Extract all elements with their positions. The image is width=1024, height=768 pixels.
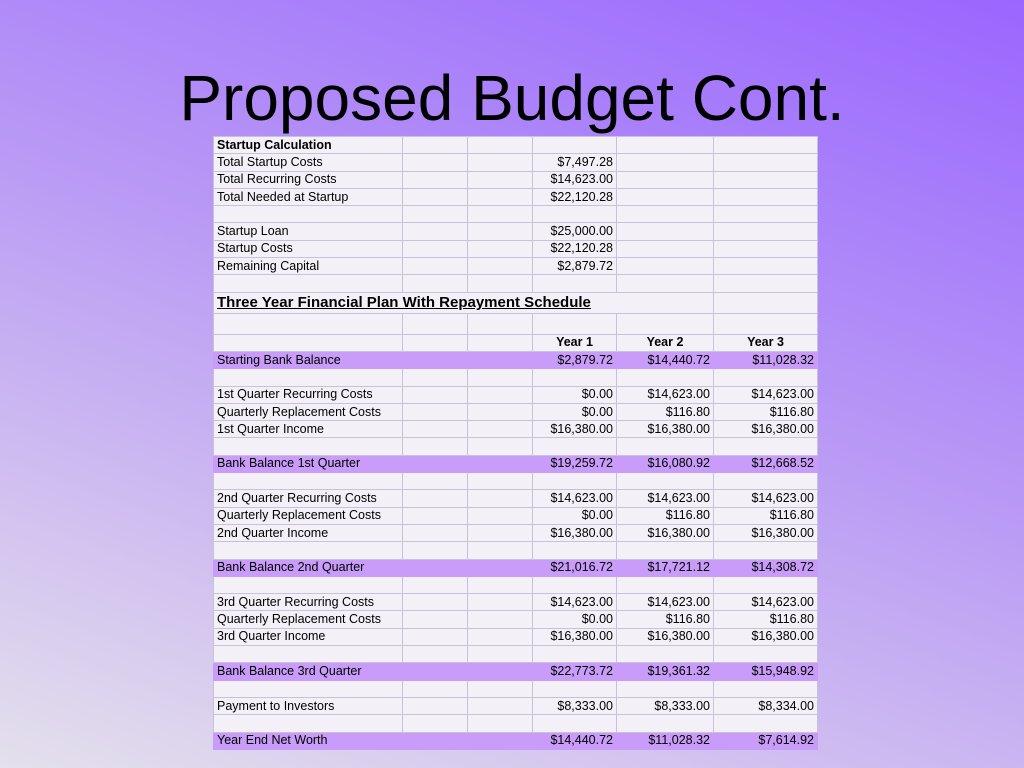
startup-row	[214, 171, 818, 188]
highlight-row	[214, 455, 818, 472]
cell	[714, 206, 818, 223]
row-label: Quarterly Replacement Costs	[214, 507, 403, 524]
cell	[468, 524, 533, 541]
cell	[617, 154, 714, 171]
table-row	[214, 611, 818, 628]
row-value: $16,080.92	[617, 455, 714, 472]
startup-row	[214, 240, 818, 257]
row-value: $7,614.92	[714, 732, 818, 749]
row-value	[617, 369, 714, 386]
row-value: $14,623.00	[714, 386, 818, 403]
row-value: $116.80	[617, 403, 714, 420]
row-value	[617, 473, 714, 490]
row-value	[617, 680, 714, 697]
table-row	[214, 628, 818, 645]
cell	[468, 206, 533, 223]
spreadsheet-body	[214, 137, 818, 750]
plan-title-row	[214, 292, 818, 313]
cell	[714, 137, 818, 154]
row-value: $16,380.00	[714, 628, 818, 645]
cell	[714, 240, 818, 257]
row-value: $14,440.72	[617, 351, 714, 368]
row-value: $19,361.32	[617, 663, 714, 680]
cell	[468, 559, 533, 576]
cell	[403, 576, 468, 593]
cell	[403, 524, 468, 541]
row-value	[714, 680, 818, 697]
cell	[617, 171, 714, 188]
cell	[468, 223, 533, 240]
cell	[468, 576, 533, 593]
cell	[468, 438, 533, 455]
row-value: $14,623.00	[714, 594, 818, 611]
cell	[403, 473, 468, 490]
table-row	[214, 524, 818, 541]
table-row	[214, 697, 818, 714]
row-value: $16,380.00	[617, 524, 714, 541]
row-value	[533, 206, 617, 223]
row-label	[214, 206, 403, 223]
cell	[214, 334, 403, 351]
row-value: $14,623.00	[714, 490, 818, 507]
table-row	[214, 403, 818, 420]
cell	[403, 223, 468, 240]
cell	[403, 611, 468, 628]
row-label	[214, 576, 403, 593]
cell	[468, 490, 533, 507]
table-row	[214, 594, 818, 611]
cell	[403, 240, 468, 257]
row-label: Starting Bank Balance	[214, 351, 403, 368]
row-value: $8,333.00	[533, 697, 617, 714]
row-value	[714, 542, 818, 559]
startup-header-row	[214, 137, 818, 154]
cell	[468, 275, 533, 292]
row-label: Startup Costs	[214, 240, 403, 257]
year-header: Year 2	[617, 334, 714, 351]
cell	[617, 223, 714, 240]
row-label: Quarterly Replacement Costs	[214, 403, 403, 420]
row-value	[714, 576, 818, 593]
row-value	[714, 646, 818, 663]
row-value	[533, 438, 617, 455]
row-value	[533, 542, 617, 559]
table-row	[214, 646, 818, 663]
row-value: $16,380.00	[714, 421, 818, 438]
row-value: $22,773.72	[533, 663, 617, 680]
cell	[714, 171, 818, 188]
row-value	[617, 576, 714, 593]
cell	[403, 351, 468, 368]
row-value	[714, 715, 818, 732]
cell	[403, 646, 468, 663]
row-value: $0.00	[533, 611, 617, 628]
cell	[468, 542, 533, 559]
table-row	[214, 576, 818, 593]
cell	[403, 507, 468, 524]
table-row	[214, 369, 818, 386]
row-value	[617, 542, 714, 559]
cell	[403, 403, 468, 420]
table-row	[214, 438, 818, 455]
cell	[403, 369, 468, 386]
table-row	[214, 680, 818, 697]
cell	[714, 154, 818, 171]
row-value: $0.00	[533, 403, 617, 420]
row-value: $16,380.00	[533, 628, 617, 645]
row-value: $116.80	[714, 611, 818, 628]
row-label	[214, 438, 403, 455]
year-header: Year 1	[533, 334, 617, 351]
cell	[403, 171, 468, 188]
table-row	[214, 542, 818, 559]
row-value: $14,623.00	[533, 490, 617, 507]
blank-row	[214, 275, 818, 292]
startup-row	[214, 258, 818, 275]
row-value: $116.80	[617, 611, 714, 628]
budget-spreadsheet	[213, 136, 818, 750]
row-label: 3rd Quarter Recurring Costs	[214, 594, 403, 611]
cell	[403, 559, 468, 576]
cell	[403, 732, 468, 749]
year-header-row	[214, 334, 818, 351]
row-value	[533, 646, 617, 663]
row-value: $2,879.72	[533, 351, 617, 368]
row-value: $0.00	[533, 386, 617, 403]
row-label: 1st Quarter Recurring Costs	[214, 386, 403, 403]
highlight-row	[214, 663, 818, 680]
cell	[468, 369, 533, 386]
plan-title: Three Year Financial Plan With Repayment Schedule	[214, 292, 714, 313]
row-label: Bank Balance 3rd Quarter	[214, 663, 403, 680]
row-value	[714, 473, 818, 490]
row-value: $116.80	[714, 507, 818, 524]
cell	[468, 240, 533, 257]
startup-row	[214, 154, 818, 171]
startup-header: Startup Calculation	[214, 137, 403, 154]
cell	[403, 715, 468, 732]
row-label: Total Needed at Startup	[214, 188, 403, 205]
row-value: $11,028.32	[617, 732, 714, 749]
row-value: $14,623.00	[533, 171, 617, 188]
row-label: 2nd Quarter Income	[214, 524, 403, 541]
cell	[468, 403, 533, 420]
row-label: 3rd Quarter Income	[214, 628, 403, 645]
table-row	[214, 490, 818, 507]
row-value	[533, 473, 617, 490]
row-value	[617, 646, 714, 663]
cell	[403, 455, 468, 472]
row-value: $0.00	[533, 507, 617, 524]
row-value: $2,879.72	[533, 258, 617, 275]
row-value: $12,668.52	[714, 455, 818, 472]
row-value: $16,380.00	[533, 421, 617, 438]
cell	[468, 611, 533, 628]
row-label	[214, 680, 403, 697]
cell	[403, 663, 468, 680]
cell	[468, 334, 533, 351]
cell	[403, 137, 468, 154]
row-value: $14,308.72	[714, 559, 818, 576]
cell	[468, 137, 533, 154]
table-row	[214, 421, 818, 438]
row-value: $16,380.00	[617, 628, 714, 645]
row-value: $14,623.00	[617, 490, 714, 507]
cell	[468, 628, 533, 645]
cell	[468, 188, 533, 205]
cell	[468, 154, 533, 171]
cell	[468, 663, 533, 680]
row-value	[533, 369, 617, 386]
row-value: $8,333.00	[617, 697, 714, 714]
row-value	[617, 715, 714, 732]
cell	[403, 490, 468, 507]
cell	[468, 351, 533, 368]
row-value: $14,623.00	[533, 594, 617, 611]
row-label: Remaining Capital	[214, 258, 403, 275]
cell	[714, 188, 818, 205]
row-label: Total Recurring Costs	[214, 171, 403, 188]
cell	[403, 697, 468, 714]
cell	[403, 275, 468, 292]
cell	[403, 206, 468, 223]
row-value	[533, 680, 617, 697]
row-value: $8,334.00	[714, 697, 818, 714]
highlight-row	[214, 559, 818, 576]
cell	[714, 275, 818, 292]
slide-title: Proposed Budget Cont.	[179, 62, 845, 134]
cell	[403, 542, 468, 559]
cell	[403, 258, 468, 275]
cell	[533, 275, 617, 292]
row-label: Payment to Investors	[214, 697, 403, 714]
cell	[533, 313, 617, 334]
startup-row	[214, 188, 818, 205]
row-value: $16,380.00	[533, 524, 617, 541]
cell	[468, 171, 533, 188]
row-value: $17,721.12	[617, 559, 714, 576]
row-value: $25,000.00	[533, 223, 617, 240]
cell	[403, 680, 468, 697]
table-row	[214, 473, 818, 490]
row-label: Year End Net Worth	[214, 732, 403, 749]
row-value	[533, 715, 617, 732]
cell	[617, 137, 714, 154]
cell	[617, 258, 714, 275]
highlight-row	[214, 732, 818, 749]
table-row	[214, 507, 818, 524]
cell	[468, 473, 533, 490]
cell	[403, 594, 468, 611]
cell	[468, 313, 533, 334]
cell	[403, 313, 468, 334]
cell	[468, 646, 533, 663]
cell	[214, 313, 403, 334]
cell	[468, 594, 533, 611]
cell	[214, 275, 403, 292]
cell	[403, 386, 468, 403]
cell	[468, 386, 533, 403]
row-label	[214, 542, 403, 559]
cell	[468, 258, 533, 275]
row-value	[617, 438, 714, 455]
row-value: $15,948.92	[714, 663, 818, 680]
blank-row	[214, 313, 818, 334]
row-value: $11,028.32	[714, 351, 818, 368]
cell	[403, 188, 468, 205]
cell	[468, 680, 533, 697]
cell	[617, 240, 714, 257]
row-label: Bank Balance 2nd Quarter	[214, 559, 403, 576]
row-value: $16,380.00	[714, 524, 818, 541]
table-row	[214, 715, 818, 732]
row-label	[214, 715, 403, 732]
cell	[403, 334, 468, 351]
row-label	[214, 646, 403, 663]
cell	[468, 697, 533, 714]
cell	[714, 223, 818, 240]
row-label	[214, 473, 403, 490]
cell	[403, 438, 468, 455]
row-label: Quarterly Replacement Costs	[214, 611, 403, 628]
row-label: Bank Balance 1st Quarter	[214, 455, 403, 472]
row-value: $21,016.72	[533, 559, 617, 576]
row-label: Startup Loan	[214, 223, 403, 240]
year-header: Year 3	[714, 334, 818, 351]
cell	[403, 628, 468, 645]
cell	[403, 421, 468, 438]
cell	[533, 137, 617, 154]
highlight-row	[214, 351, 818, 368]
row-value	[714, 438, 818, 455]
row-label	[214, 369, 403, 386]
row-label: 2nd Quarter Recurring Costs	[214, 490, 403, 507]
row-value	[714, 369, 818, 386]
cell	[468, 732, 533, 749]
row-value: $116.80	[714, 403, 818, 420]
cell	[617, 188, 714, 205]
row-value	[533, 576, 617, 593]
cell	[617, 313, 714, 334]
row-label: 1st Quarter Income	[214, 421, 403, 438]
cell	[714, 258, 818, 275]
startup-row	[214, 206, 818, 223]
row-value: $14,623.00	[617, 594, 714, 611]
row-value: $14,623.00	[617, 386, 714, 403]
cell	[617, 275, 714, 292]
row-value: $22,120.28	[533, 240, 617, 257]
cell	[403, 154, 468, 171]
row-value: $14,440.72	[533, 732, 617, 749]
row-value: $116.80	[617, 507, 714, 524]
row-value: $19,259.72	[533, 455, 617, 472]
cell	[617, 206, 714, 223]
row-value: $16,380.00	[617, 421, 714, 438]
row-value: $7,497.28	[533, 154, 617, 171]
cell	[468, 507, 533, 524]
startup-row	[214, 223, 818, 240]
cell	[468, 421, 533, 438]
cell	[714, 313, 818, 334]
cell	[468, 715, 533, 732]
table-row	[214, 386, 818, 403]
cell	[468, 455, 533, 472]
cell	[714, 292, 818, 313]
row-label: Total Startup Costs	[214, 154, 403, 171]
row-value: $22,120.28	[533, 188, 617, 205]
